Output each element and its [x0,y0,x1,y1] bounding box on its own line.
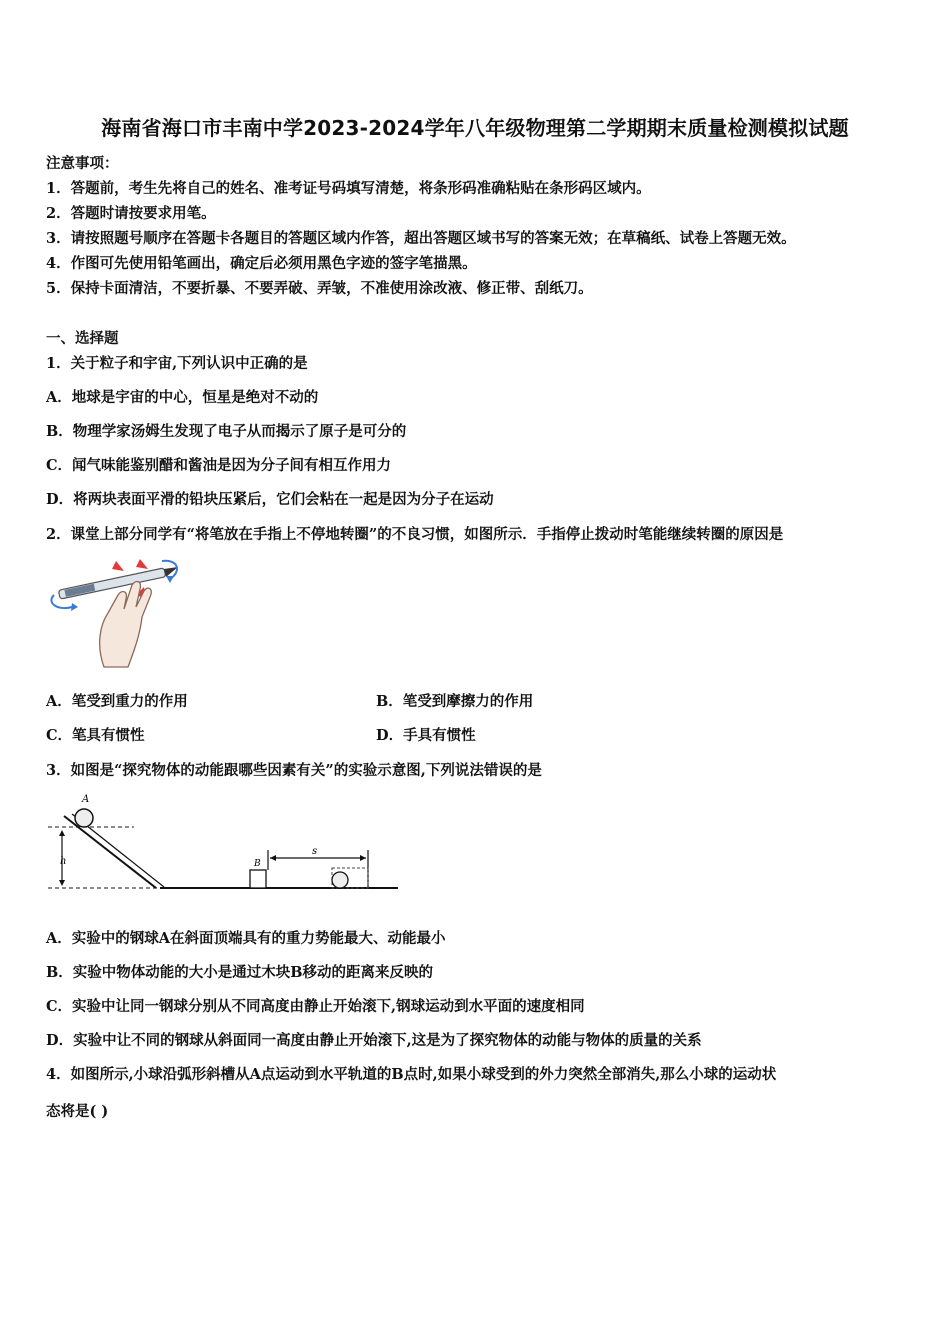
notice-item-1: 1．答题前，考生先将自己的姓名、准考证号码填写清楚，将条形码准确粘贴在条形码区域内。 [46,180,651,197]
q3-option-a: A．实验中的钢球A在斜面顶端具有的重力势能最大、动能最小 [46,930,446,947]
ball-a [75,809,93,827]
ball-label: A [82,794,90,805]
notice-item-3: 3．请按照题号顺序在答题卡各题目的答题区域内作答，超出答题区域书写的答案无效；在草稿纸、试卷上答题无效。 [46,230,796,247]
block-b [250,870,266,888]
notice-item-4: 4．作图可先使用铅笔画出，确定后必须用黑色字迹的签字笔描黑。 [46,255,477,272]
q2-option-a: A．笔受到重力的作用 [46,693,188,710]
q2-stem: 2．课堂上部分同学有“将笔放在手指上不停地转圈”的不良习惯，如图所示．手指停止拨动时笔能继续转圈的原因是 [46,526,784,543]
height-label: h [60,856,67,867]
exam-title: 海南省海口市丰南中学2023-2024学年八年级物理第二学期期末质量检测模拟试题 [101,116,849,140]
q1-option-a: A．地球是宇宙的中心，恒星是绝对不动的 [46,389,319,406]
q4-stem-line1: 4．如图所示,小球沿弧形斜槽从A点运动到水平轨道的B点时,如果小球受到的外力突然全部消失,那么小球的运动状 [46,1066,777,1083]
q3-option-c: C．实验中让同一钢球分别从不同高度由静止开始滚下,钢球运动到水平面的速度相同 [46,998,585,1015]
distance-label: s [312,846,318,857]
q2-option-b: B．笔受到摩擦力的作用 [376,693,534,710]
q1-option-b: B．物理学家汤姆生发现了电子从而揭示了原子是可分的 [46,423,407,440]
q1-option-c: C．闻气味能鉴别醋和酱油是因为分子间有相互作用力 [46,457,392,474]
pen-spin-figure [44,555,184,670]
kinetic-energy-figure [44,790,404,900]
notice-item-2: 2．答题时请按要求用笔。 [46,205,216,222]
notice-item-5: 5．保持卡面清洁，不要折暴、不要弄破、弄皱，不准使用涂改液、修正带、刮纸刀。 [46,280,593,297]
q3-option-b: B．实验中物体动能的大小是通过木块B移动的距离来反映的 [46,964,434,981]
q3-option-d: D．实验中让不同的钢球从斜面同一高度由静止开始滚下,这是为了探究物体的动能与物体的质量的关系 [46,1032,702,1049]
block-label: B [254,859,261,869]
q1-option-d: D．将两块表面平滑的铅块压紧后，它们会粘在一起是因为分子在运动 [46,491,494,508]
q3-stem: 3．如图是“探究物体的动能跟哪些因素有关”的实验示意图,下列说法错误的是 [46,762,542,779]
q1-stem: 1．关于粒子和宇宙,下列认识中正确的是 [46,355,308,372]
q2-option-d: D．手具有惯性 [376,727,476,744]
ramp [64,816,156,888]
notice-heading: 注意事项： [46,155,119,172]
q2-option-c: C．笔具有惯性 [46,727,145,744]
hand-icon [100,582,152,667]
section-heading: 一、选择题 [46,330,119,347]
q4-stem-line2: 态将是( ) [46,1103,109,1120]
